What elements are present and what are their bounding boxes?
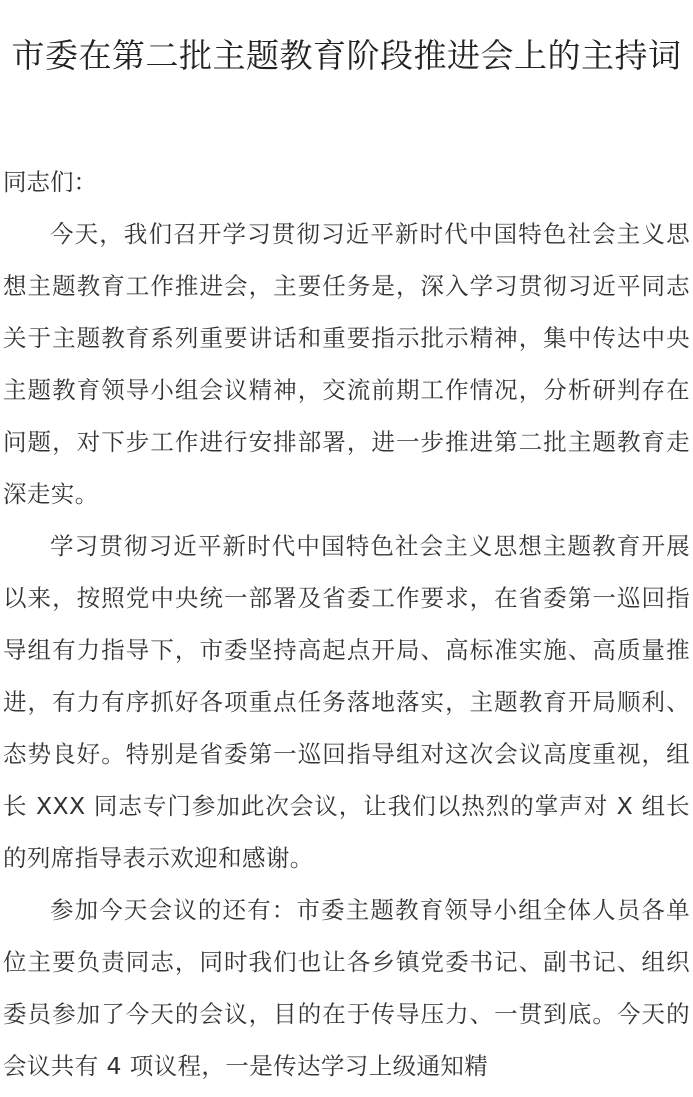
document-title: 市委在第二批主题教育阶段推进会上的主持词 bbox=[11, 36, 682, 75]
document-body bbox=[0, 208, 693, 1092]
paragraph-2: 学习贯彻习近平新时代中国特色社会主义思想主题教育开展以来，按照党中央统一部署及省委工作要求，在省委第一巡回指导组有力指导下，市委坚持高起点开局、高标准实施、高质量推进，有力有序抓好各项重点任务落地落实，主题教育开局顺利、态势良好。特别是省委第一巡回指导组对这次会议高度重视，组长 XXX 同志专门参加此次会议，让我们以热烈的掌声对 X 组长的列席指导表示欢迎和感谢。 bbox=[3, 532, 690, 872]
paragraph-1: 今天，我们召开学习贯彻习近平新时代中国特色社会主义思想主题教育工作推进会，主要任务是，深入学习贯彻习近平同志关于主题教育系列重要讲话和重要指示批示精神，集中传达中央主题教育领导小组会议精神，交流前期工作情况，分析研判存在问题，对下步工作进行安排部署，进一步推进第二批主题教育走深走实。 bbox=[3, 220, 690, 508]
paragraph-3: 参加今天会议的还有：市委主题教育领导小组全体人员各单位主要负责同志，同时我们也让各乡镇党委书记、副书记、组织委员参加了今天的会议，目的在于传导压力、一贯到底。今天的会议共有 4 项议程，一是传达学习上级通知精 bbox=[3, 896, 690, 1080]
greeting: 同志们： bbox=[3, 168, 97, 196]
